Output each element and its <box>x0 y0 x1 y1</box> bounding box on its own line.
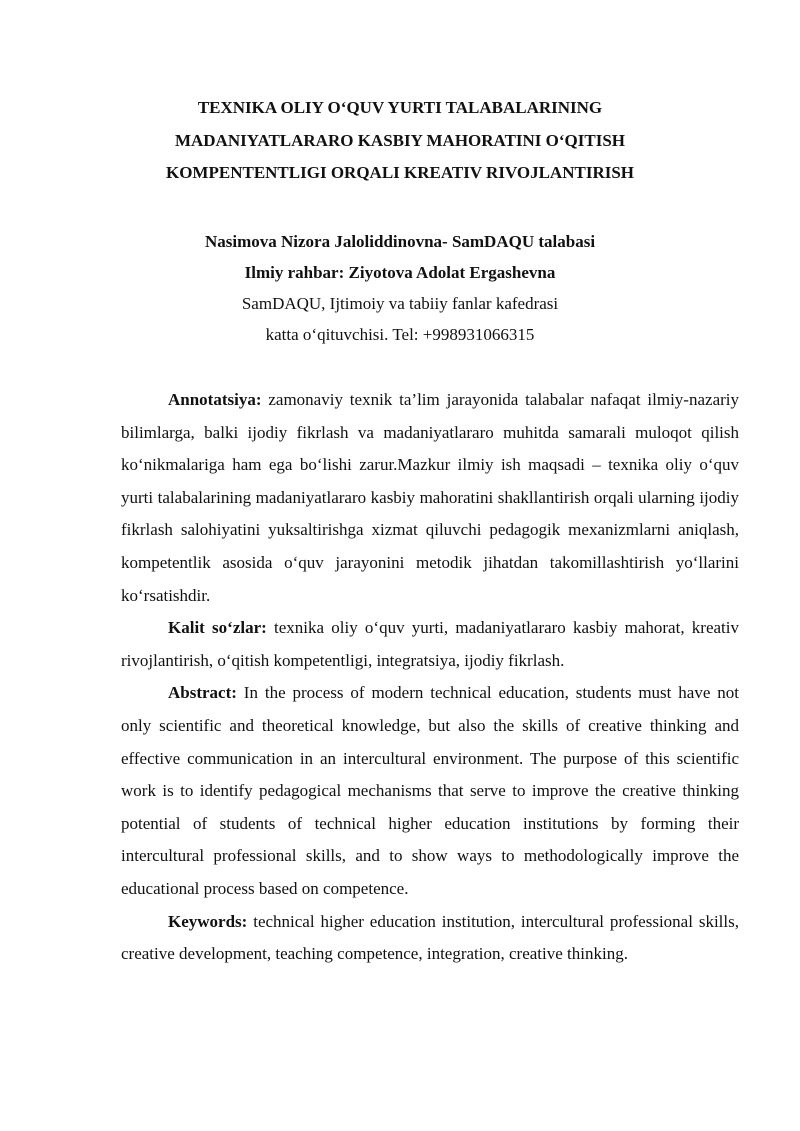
affiliation-line-1: SamDAQU, Ijtimoiy va tabiiy fanlar kafedrasi <box>241 294 559 313</box>
author-name: Nasimova Nizora Jaloliddinovna- SamDAQU talabasi <box>204 232 596 251</box>
annotation-paragraph <box>121 384 739 612</box>
title-line-2: MADANIYATLARARO KASBIY MAHORATINI O‘QITISH <box>174 130 626 150</box>
abstract-text: In the process of modern technical education, students must have not only scientific and theoretical knowledge, but also the skills of creative thinking and effective communication in an intercultural environment. The purpose of this scientific work is to identify pedagogical mechanisms that serve to improve the creative thinking potential of students of technical higher education institutions by forming their intercultural professional skills, and to show ways to methodologically improve the educational process based on competence. <box>121 683 739 898</box>
abstract-paragraph <box>121 677 739 905</box>
keywords-en-paragraph <box>121 906 739 971</box>
keywords-en-label: Keywords: <box>168 911 248 931</box>
paper-title <box>100 92 700 190</box>
affiliation-line-2: katta o‘qituvchisi. Tel: +998931066315 <box>265 325 535 344</box>
supervisor-name: Ilmiy rahbar: Ziyotova Adolat Ergashevna <box>244 263 556 282</box>
author-block <box>100 226 700 350</box>
abstract-label: Abstract: <box>168 683 237 703</box>
title-line-3: KOMPENTENTLIGI ORQALI KREATIV RIVOJLANTIRISH <box>165 163 635 182</box>
body-text <box>121 384 739 971</box>
keywords-uz-label: Kalit so‘zlar: <box>168 618 267 638</box>
keywords-en-text: technical higher education institution, intercultural professional skills, creative development, teaching competence, integration, creative thinking. <box>121 911 739 964</box>
keywords-uz-text: texnika oliy o‘quv yurti, madaniyatlararo kasbiy mahorat, kreativ rivojlantirish, o‘qitish kompetentligi, integratsiya, ijodiy fikrlash. <box>121 618 739 670</box>
annotation-text: zamonaviy texnik ta’lim jarayonida talabalar nafaqat ilmiy-nazariy bilimlarga, balki ijodiy fikrlash va madaniyatlararo muhitda samarali muloqot qilish ko‘nikmalariga ham ega bo‘lishi zarur.Mazkur ilmiy ish maqsadi – texnika oliy o‘quv yurti talabalarining madaniyatlararo kasbiy mahoratini shakllantirish orqali ularning ijodiy fikrlash salohiyatini yuksaltirishga xizmat qiluvchi pedagogik mexanizmlarni aniqlash, kompetentlik asosida o‘quv jarayonini metodik jihatdan takomillashtirish yo‘llarini ko‘rsatishdir. <box>121 390 739 605</box>
title-line-1: TEXNIKA OLIY O‘QUV YURTI TALABALARINING <box>197 98 603 117</box>
keywords-uz-paragraph <box>121 612 739 677</box>
annotation-label: Annotatsiya: <box>168 390 262 409</box>
